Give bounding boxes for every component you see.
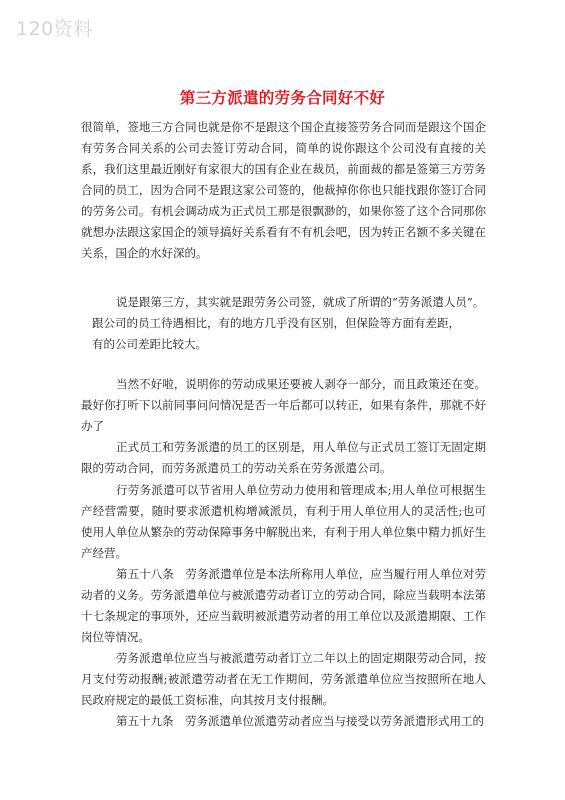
paragraph-1: 很简单，签地三方合同也就是你不是跟这个国企直接签劳务合同而是跟这个国企有劳务合同关系的公司去签订劳动合同，简单的说你跟这个公司没有直接的关系，我们这里最近刚好有家很大的国有企业在裁员，前面裁的都是签第三方劳务合同的员工，因为合同不是跟这家公司签的，他裁掉你你也只能找跟你签订合同的劳务公司。有机会调动成为正式员工那是很飘渺的，如果你签了这个合同那你就想办法跟这家国企的领导搞好关系看有不有机会吧，因为转正名额不多关键在关系，国企的水好深的。 (81, 120, 486, 260)
paragraph-6: 第五十八条 劳务派遣单位是本法所称用人单位，应当履行用人单位对劳动者的义务。劳务派遣单位与被派遣劳动者订立的劳动合同，除应当载明本法第十七条规定的事项外，还应当载明被派遣劳动者的用工单位以及派遣期限、工作岗位等情况。 (81, 567, 486, 644)
paragraph-2-line-1: 说是跟第三方，其实就是跟劳务公司签，就成了所谓的“劳务派遣人员”。 (116, 295, 485, 309)
watermark-logo: 120资料 (16, 18, 93, 40)
paragraph-2-line-3: 有的公司差距比较大。 (92, 337, 207, 351)
paragraph-7: 劳务派遣单位应当与被派遣劳动者订立二年以上的固定期限劳动合同，按月支付劳动报酬;被派遣劳动者在无工作期间，劳务派遣单位应当按照所在地人民政府规定的最低工资标准，向其按月支付报酬。 (81, 651, 486, 707)
paragraph-5: 行劳务派遣可以节省用人单位劳动力使用和管理成本;用人单位可根据生产经营需要，随时要求派遣机构增减派员，有利于用人单位用人的灵活性;也可使用人单位从繁杂的劳动保障事务中解脱出来，有利于用人单位集中精力抓好生产经营。 (81, 483, 486, 560)
paragraph-2-line-2: 跟公司的员工待遇相比，有的地方几乎没有区别，但保险等方面有差距， (92, 316, 460, 330)
document-title: 第三方派遣的劳务合同好不好 (179, 88, 386, 107)
paragraph-4: 正式员工和劳务派遣的员工的区别是，用人单位与正式员工签订无固定期限的劳动合同，而劳务派遣员工的劳动关系在劳务派遣公司。 (81, 440, 486, 475)
paragraph-8: 第五十九条 劳务派遣单位派遣劳动者应当与接受以劳务派遣形式用工的 (116, 714, 484, 728)
paragraph-3: 当然不好啦，说明你的劳动成果还要被人剥夺一部分，而且政策还在变。最好你打听下以前同事问问情况是否一年后都可以转正，如果有条件，那就不好办了 (81, 377, 486, 433)
